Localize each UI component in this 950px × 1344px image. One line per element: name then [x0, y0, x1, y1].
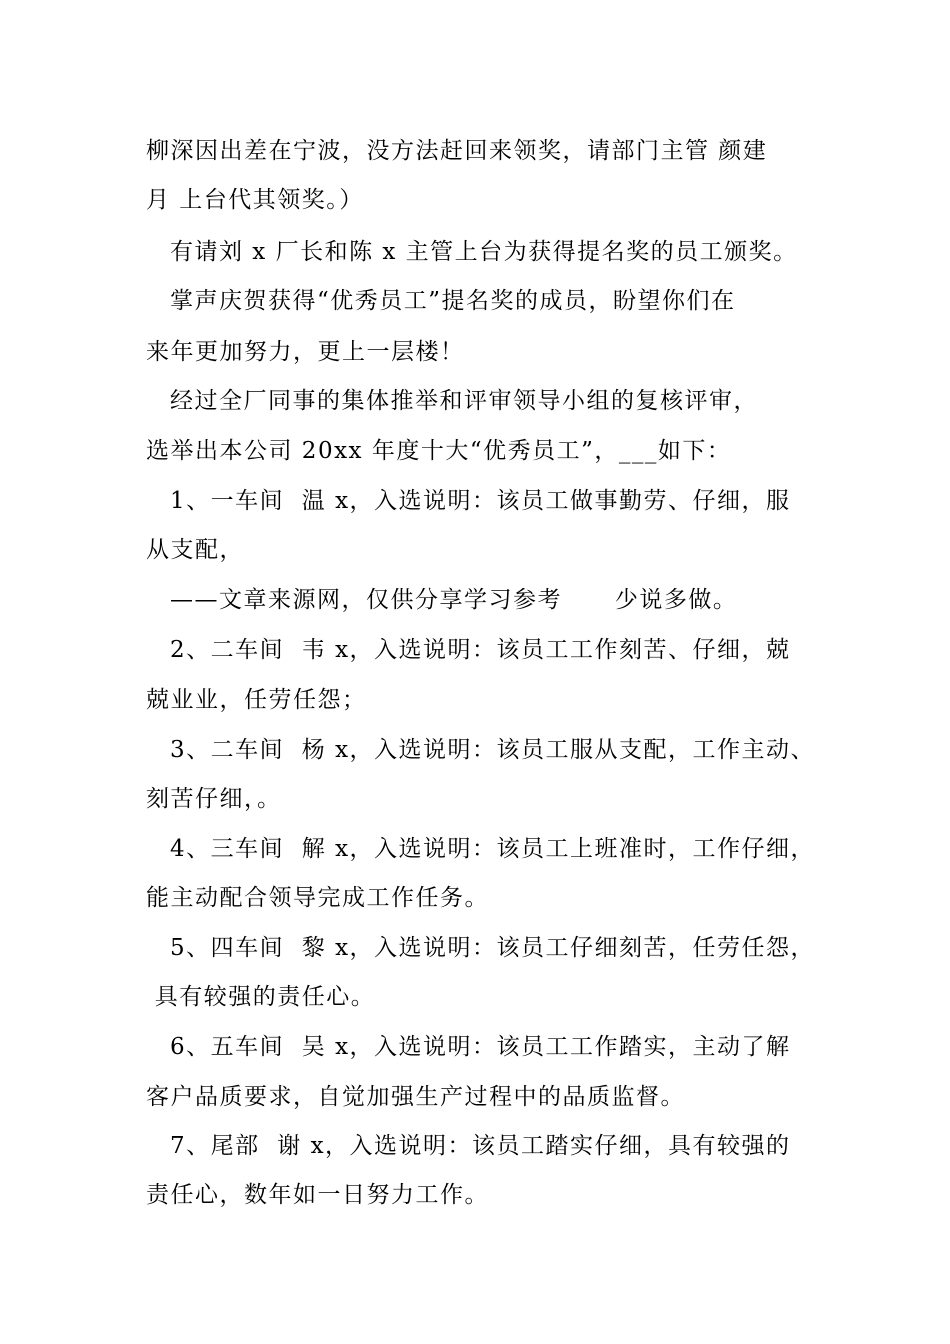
- text-line: 刻苦仔细，。: [146, 786, 282, 812]
- text-line: 能主动配合领导完成工作任务。: [146, 885, 489, 911]
- text-line: 经过全厂同事的集体推举和评审领导小组的复核评审，: [170, 388, 758, 414]
- text-line: 7、尾部 谢 x，入选说明：该员工踏实仔细，具有较强的: [170, 1133, 791, 1159]
- text-line: 兢业业，任劳任怨；: [146, 687, 367, 713]
- text-line: 掌声庆贺获得“优秀员工”提名奖的成员，盼望你们在: [170, 288, 736, 314]
- text-line: 选举出本公司 20xx 年度十大“优秀员工”，___如下：: [146, 438, 732, 464]
- text-line: ——文章来源网，仅供分享学习参考 少说多做。: [170, 587, 738, 613]
- text-line: 责任心，数年如一日努力工作。: [146, 1182, 489, 1208]
- text-line: 从支配，: [146, 537, 244, 563]
- text-line: 具有较强的责任心。: [146, 984, 376, 1010]
- text-line: 4、三车间 解 x，入选说明：该员工上班准时，工作仔细，: [170, 836, 816, 862]
- text-line: 1、一车间 温 x，入选说明：该员工做事勤劳、仔细，服: [170, 488, 791, 514]
- text-line: 月 上台代其领奖。）: [146, 187, 364, 213]
- text-line: 有请刘 x 厂长和陈 x 主管上台为获得提名奖的员工颁奖。: [170, 239, 798, 265]
- text-line: 3、二车间 杨 x，入选说明：该员工服从支配，工作主动、: [170, 737, 816, 763]
- text-line: 5、四车间 黎 x，入选说明：该员工仔细刻苦，任劳任怨，: [170, 935, 816, 961]
- text-line: 来年更加努力，更上一层楼！: [146, 339, 465, 365]
- text-line: 柳深因出差在宁波，没方法赶回来领奖，请部门主管 颜建: [146, 138, 768, 164]
- text-line: 2、二车间 韦 x，入选说明：该员工工作刻苦、仔细，兢: [170, 637, 791, 663]
- text-line: 客户品质要求，自觉加强生产过程中的品质监督。: [146, 1084, 685, 1110]
- text-line: 6、五车间 吴 x，入选说明：该员工工作踏实，主动了解: [170, 1034, 791, 1060]
